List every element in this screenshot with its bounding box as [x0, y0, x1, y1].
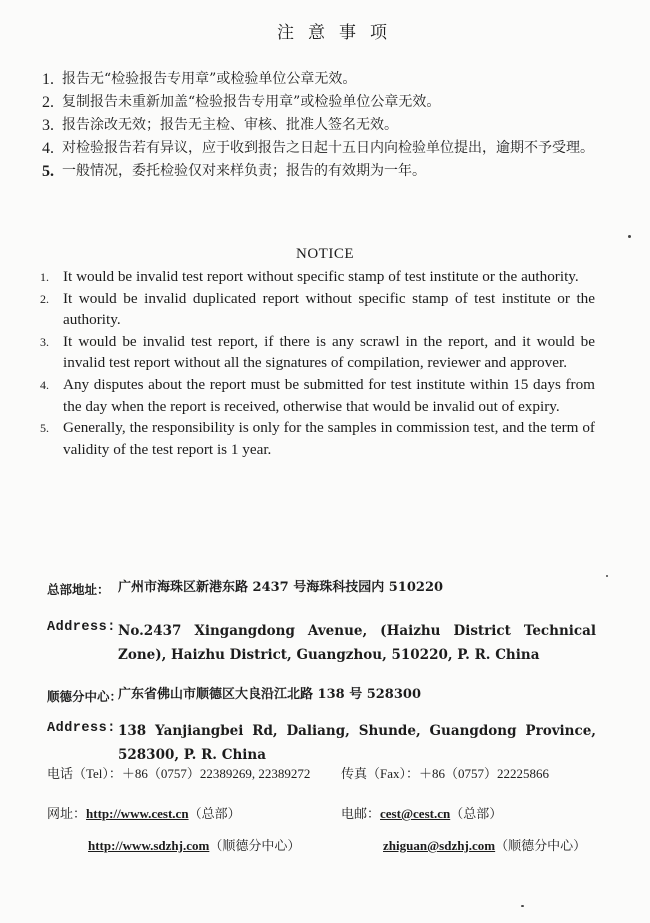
email-note-branch: （顺德分中心） [495, 838, 587, 853]
scan-speck [628, 235, 631, 238]
web-note-hq: （总部） [188, 806, 241, 821]
note-text: 复制报告未重新加盖“检验报告专用章”或检验单位公章无效。 [62, 94, 441, 110]
note-cn-item [42, 68, 612, 91]
note-cn-item [42, 137, 612, 160]
scan-speck [606, 575, 608, 577]
note-number: 4. [42, 140, 54, 157]
note-text: 对检验报告若有异议，应于收到报告之日起十五日内向检验单位提出，逾期不予受理。 [62, 140, 594, 156]
note-number: 3. [42, 117, 54, 134]
hq-address-cn: 广州市海珠区新港东路 2437 号海珠科技园内 510220 [118, 580, 444, 595]
note-text: Any disputes about the report must be submitted for test institute within 15 days from the day when the report is received, otherwise that would be invalid out of expiry. [63, 375, 595, 415]
note-number: 4. [40, 377, 49, 392]
branch-address-en: 138 Yanjiangbei Rd, Daliang, Shunde, Guangdong Province, 528300, P. R. China [118, 723, 596, 763]
email-note-hq: （总部） [450, 806, 503, 821]
notes-cn-list [42, 68, 612, 183]
notes-en-list [40, 266, 595, 460]
web-line-1 [47, 803, 241, 822]
scan-speck [521, 905, 524, 907]
branch-address-cn: 广东省佛山市顺德区大良沿江北路 138 号 528300 [118, 687, 421, 702]
web-note-branch: （顺德分中心） [209, 838, 301, 853]
note-text: It would be invalid duplicated report without specific stamp of test institute or the authority. [63, 289, 595, 329]
email-link-branch[interactable]: zhiguan@sdzhj.com [383, 838, 496, 853]
note-text: It would be invalid test report, if there is any scrawl in the report, and it would be invalid test report without all the signatures of compilation, reviewer and approver. [63, 332, 595, 372]
web-label: 网址： [47, 806, 87, 821]
email-link-hq[interactable]: cest@cest.cn [380, 806, 451, 821]
note-en-item [40, 331, 595, 374]
note-number: 1. [40, 270, 49, 284]
email-label: 电邮： [341, 806, 381, 821]
note-number: 1. [42, 71, 54, 88]
note-en-item [40, 266, 595, 288]
note-text: 一般情况，委托检验仅对来样负责；报告的有效期为一年。 [62, 163, 426, 179]
note-number: 3. [40, 334, 49, 349]
note-en-item [40, 417, 595, 460]
web-link-hq[interactable]: http://www.cest.cn [86, 806, 189, 821]
page-title-cn: 注意事项 [277, 23, 401, 43]
branch-label-en: Address: [47, 721, 116, 736]
note-cn-item [42, 160, 612, 183]
tel-value: ＋86（0757）22389269, 22389272 [121, 766, 311, 781]
email-line-1 [341, 803, 502, 822]
note-number: 2. [42, 94, 54, 111]
note-en-item [40, 288, 595, 331]
fax-label: 传真（Fax）： [341, 766, 420, 781]
email-line-2 [383, 835, 586, 854]
tel-label: 电话（Tel）： [47, 766, 122, 781]
note-text: 报告无“检验报告专用章”或检验单位公章无效。 [62, 71, 357, 87]
hq-label-en: Address: [47, 620, 116, 635]
web-line-2 [88, 835, 300, 854]
web-link-branch[interactable]: http://www.sdzhj.com [88, 838, 210, 853]
branch-label-cn: 顺德分中心： [47, 689, 123, 704]
note-cn-item [42, 91, 612, 114]
hq-address-en: No.2437 Xingangdong Avenue, (Haizhu District Technical Zone), Haizhu District, Guangzhou, 510220, P. R. China [118, 623, 596, 663]
note-number: 5. [40, 421, 49, 436]
fax-value: ＋86（0757）22225866 [419, 766, 550, 781]
note-text: Generally, the responsibility is only for the samples in commission test, and the term of validity of the test report is 1 year. [63, 419, 595, 458]
note-number: 2. [40, 291, 49, 306]
note-en-item [40, 374, 595, 417]
note-text: It would be invalid test report without specific stamp of test institute or the authority. [63, 268, 579, 285]
note-number: 5. [42, 163, 54, 180]
note-cn-item [42, 114, 612, 137]
notice-title: NOTICE [296, 246, 354, 262]
hq-label-cn: 总部地址： [47, 582, 110, 597]
note-text: 报告涂改无效；报告无主检、审核、批准人签名无效。 [62, 117, 398, 133]
fax-line [341, 763, 549, 782]
tel-line [47, 763, 310, 782]
